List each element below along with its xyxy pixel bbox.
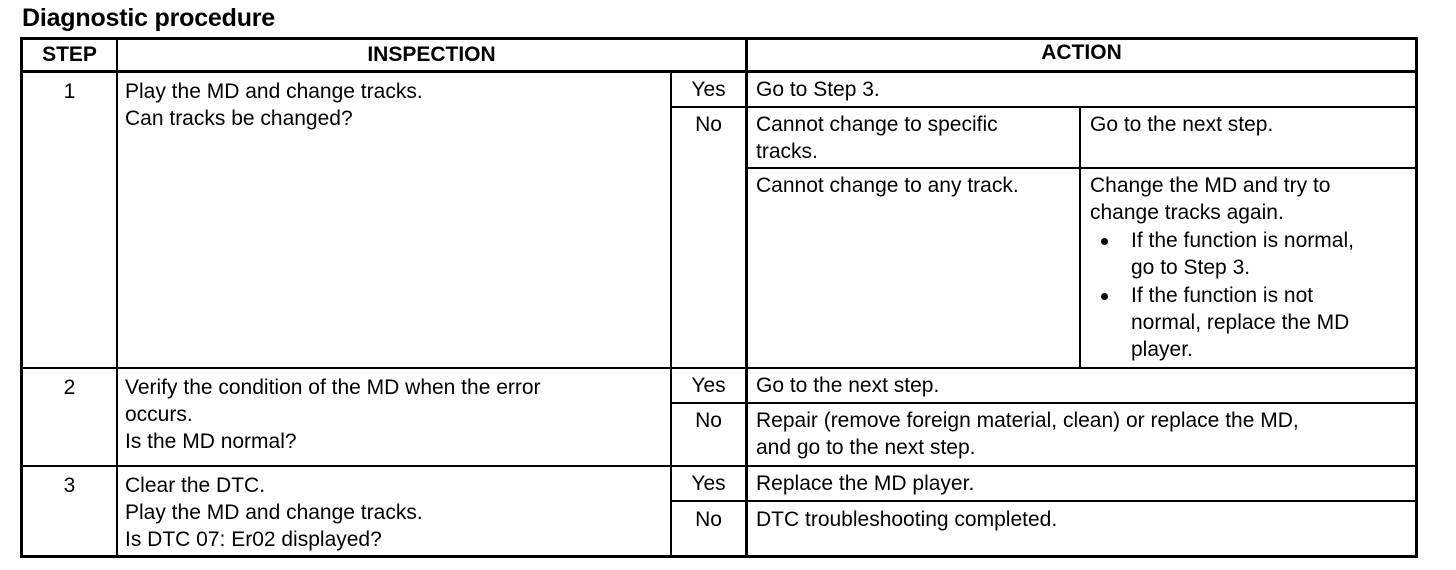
grid-line <box>1079 107 1081 368</box>
bullet-text: If the function is normal, go to Step 3. <box>1131 229 1354 279</box>
grid-line <box>670 500 1418 502</box>
action-text: Go to the next step. <box>756 374 940 397</box>
grid-line <box>670 402 1418 404</box>
header-inspection: INSPECTION <box>367 43 496 66</box>
action-text: DTC troubleshooting completed. <box>756 508 1058 531</box>
no-label: No <box>695 508 722 531</box>
action-text: Go to Step 3. <box>756 78 880 101</box>
inspection-text: Clear the DTC. Play the MD and change tracks. Is DTC 07: Er02 displayed? <box>125 474 423 551</box>
page-title: Diagnostic procedure <box>22 4 275 32</box>
step-number: 1 <box>63 80 76 103</box>
no-label: No <box>695 113 722 136</box>
result-text: Go to the next step. <box>1090 113 1274 136</box>
grid-line <box>116 37 118 558</box>
bullet-icon <box>1101 238 1108 245</box>
step-number: 3 <box>63 474 76 497</box>
step-number: 2 <box>63 376 76 399</box>
grid-line <box>20 367 1418 369</box>
result-text: Change the MD and try to change tracks again. <box>1090 174 1331 224</box>
yes-label: Yes <box>691 472 726 495</box>
grid-line <box>745 37 748 558</box>
no-label: No <box>695 409 722 432</box>
inspection-text: Play the MD and change tracks. Can tracks be changed? <box>125 80 423 130</box>
header-action: ACTION <box>1041 41 1122 64</box>
grid-line <box>745 167 1418 169</box>
yes-label: Yes <box>691 78 726 101</box>
inspection-text: Verify the condition of the MD when the error occurs. Is the MD normal? <box>125 376 541 453</box>
grid-line <box>670 106 1418 108</box>
bullet-text: If the function is not normal, replace the MD player. <box>1131 284 1350 361</box>
header-step: STEP <box>42 43 97 66</box>
action-text: Repair (remove foreign material, clean) or replace the MD, and go to the next step. <box>756 409 1299 459</box>
yes-label: Yes <box>691 374 726 397</box>
condition-text: Cannot change to any track. <box>756 174 1019 197</box>
action-text: Replace the MD player. <box>756 472 975 495</box>
grid-line <box>20 465 1418 467</box>
grid-line <box>20 70 1418 73</box>
bullet-icon <box>1101 293 1108 300</box>
condition-text: Cannot change to specific tracks. <box>756 113 998 163</box>
